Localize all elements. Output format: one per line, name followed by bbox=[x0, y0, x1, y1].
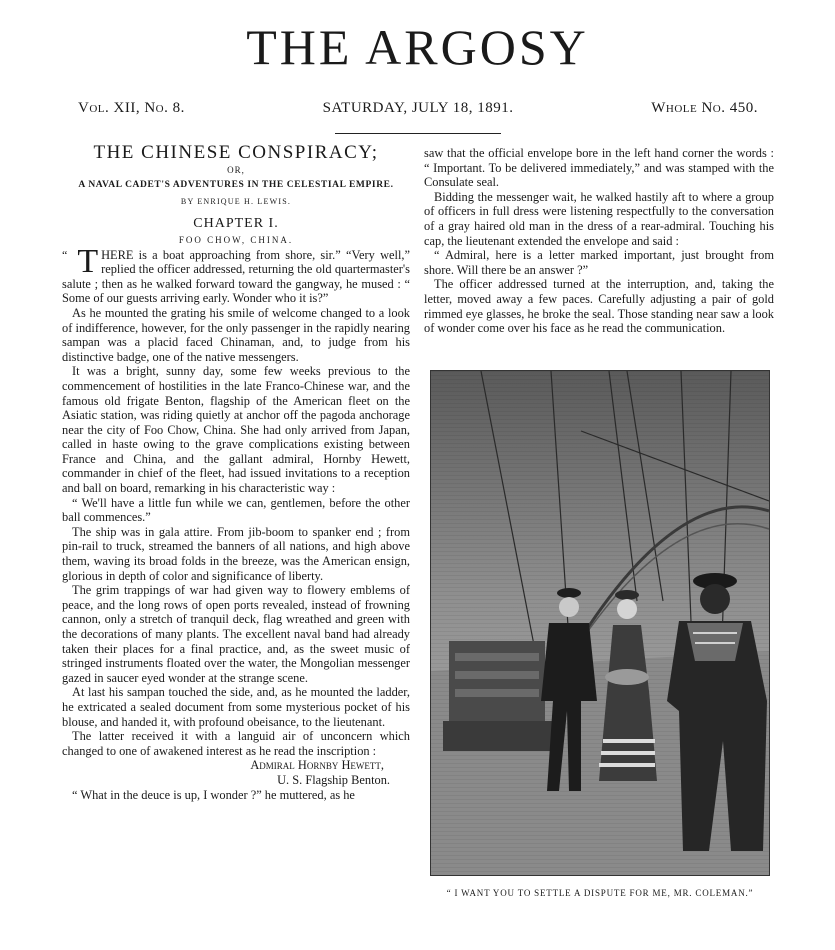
paragraph: saw that the official envelope bore in the left hand corner the words : “ Important. To be delivered immediately,” and was stamped with the Consulate seal. bbox=[424, 146, 774, 190]
paragraph: Bidding the messenger wait, he walked hastily aft to where a group of officers in full dress were listening respectfully to the conversation of a gray haired old man in the dress of a rear-admiral. Touching his cap, the lieutenant extended the envelope and said : bbox=[424, 189, 774, 248]
story-subtitle: A NAVAL CADET'S ADVENTURES IN THE CELESTIAL EMPIRE. bbox=[78, 180, 394, 191]
paragraph: “ What in the deuce is up, I wonder ?” he muttered, as he bbox=[72, 787, 355, 802]
issue-line bbox=[78, 100, 758, 117]
illustration-caption: “ I WANT YOU TO SETTLE A DISPUTE FOR ME, MR. COLEMAN.” bbox=[446, 888, 754, 898]
paragraph: At last his sampan touched the side, and, as he mounted the ladder, he extricated a sealed document from some mysterious pocket of his blouse, and handed it, with profound obeisance, to the lieutenant. bbox=[62, 685, 410, 729]
chapter-heading: CHAPTER I. bbox=[193, 216, 279, 232]
chapter-place: FOO CHOW, CHINA. bbox=[178, 234, 294, 245]
inscription-line-2: U. S. Flagship Benton. bbox=[277, 772, 390, 787]
paragraph: The officer addressed turned at the interruption, and, taking the letter, moved away a few paces. Carefully adjusting a pair of gold rimmed eye glasses, he broke the seal. Those standing near saw a look of wonder come over his face as he read the communication. bbox=[424, 277, 774, 336]
paragraph: The grim trappings of war had given way to flowery emblems of peace, and the long rows of open ports revealed, instead of frowning cannon, only a stretch of tranquil deck, flag wreathed and green with the decorations of many plants. The excellent naval band had already taken their places for a final practice, and, as the sweet music of stringed instruments floated over the water, the Mongolian messenger gazed in saucer eyed wonder at the strange scene. bbox=[62, 583, 410, 685]
volume-number: Vol. XII, No. 8. bbox=[78, 100, 185, 116]
paragraph: As he mounted the grating his smile of welcome changed to a look of indifference, however, for the only passenger in the rapidly nearing sampan was a placid faced Chinaman, and, to judge from his distinctive badge, one of the native messengers. bbox=[62, 305, 410, 364]
inscription-line-1: Admiral Hornby Hewett, bbox=[250, 758, 384, 773]
drop-cap: T bbox=[77, 242, 99, 280]
engraving-drawing bbox=[431, 371, 769, 875]
paragraph: “ Admiral, here is a letter marked important, just brought from shore. Will there be an answer ?” bbox=[424, 248, 774, 277]
paragraph: It was a bright, sunny day, some few weeks previous to the commencement of hostilities in the late Franco-Chinese war, and the famous old frigate Benton, flagship of the American fleet on the Asiatic station, was riding quietly at anchor off the pagoda anchorage near the city of Foo Chow, China. She had only arrived from Japan, called in haste owing to the grave complications existing between France and China, and the gallant admiral, Hornby Hewett, commander in chief of the fleet, had issued invitations to a reception and ball on board, remarking in his characteristic way : bbox=[62, 364, 410, 496]
story-illustration bbox=[430, 370, 770, 876]
whole-number: Whole No. 450. bbox=[651, 100, 758, 116]
paragraph-text: HERE is a boat approaching from shore, sir.” “Very well,” replied the officer addressed, returning the old quartermaster's salute ; then as he walked forward toward the gangway, he mused : “ Some of our guests arriving early. Wonder who it is?” bbox=[62, 247, 410, 306]
paragraph: The ship was in gala attire. From jib-boom to spanker end ; from pin-rail to truck, streamed the banners of all nations, and high above them, waving its broad folds in the breeze, was the American ensign, glorious in depth of color and significance of liberty. bbox=[62, 524, 410, 583]
story-title: THE CHINESE CONSPIRACY; bbox=[93, 142, 379, 163]
story-or: OR, bbox=[227, 164, 245, 175]
paragraph bbox=[62, 242, 410, 306]
masthead-title: THE ARGOSY bbox=[246, 19, 589, 75]
paragraph: The latter received it with a languid air of unconcern which changed to one of awakened interest as he read the inscription : bbox=[62, 729, 410, 758]
right-column bbox=[424, 146, 774, 336]
open-quote: “ bbox=[62, 247, 68, 262]
paragraph: “ We'll have a little fun while we can, gentlemen, before the other ball commences.” bbox=[62, 495, 410, 525]
issue-date: SATURDAY, JULY 18, 1891. bbox=[322, 100, 514, 116]
left-column bbox=[62, 142, 410, 802]
story-byline: BY ENRIQUE H. LEWIS. bbox=[180, 196, 292, 206]
header-divider bbox=[335, 133, 501, 134]
